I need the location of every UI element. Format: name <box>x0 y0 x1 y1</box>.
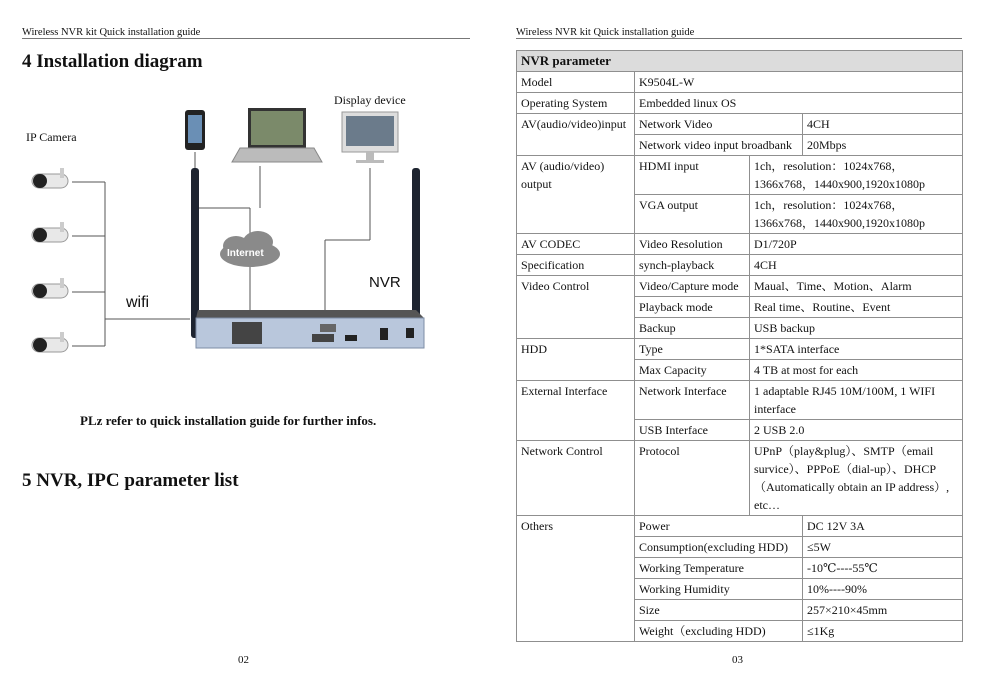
installation-diagram <box>20 88 460 368</box>
table-row <box>517 72 963 93</box>
param-sublabel: HDMI input <box>635 156 750 195</box>
param-label: Model <box>517 72 635 93</box>
param-sublabel: Weight（excluding HDD) <box>635 621 803 642</box>
param-value: DC 12V 3A <box>803 516 963 537</box>
param-value: 1ch，resolution：1024x768，1366x768，1440x900,1920x1080p <box>750 156 963 195</box>
param-sublabel: Type <box>635 339 750 360</box>
wifi-label: wifi <box>126 294 150 311</box>
table-row <box>517 441 963 516</box>
param-value: Real time、Routine、Event <box>750 297 963 318</box>
table-row <box>517 516 963 537</box>
param-label: Specification <box>517 255 635 276</box>
param-value: Embedded linux OS <box>635 93 963 114</box>
param-label: Operating System <box>517 93 635 114</box>
param-sublabel: VGA output <box>635 195 750 234</box>
param-value: UPnP（play&plug）、SMTP（email survice）、PPPoE（dial-up）、DHCP（Automatically obtain an IP address）, etc… <box>750 441 963 516</box>
right-page <box>500 0 1000 674</box>
table-row <box>517 234 963 255</box>
table-row <box>517 93 963 114</box>
param-value: Maual、Time、Motion、Alarm <box>750 276 963 297</box>
param-sublabel: USB Interface <box>635 420 750 441</box>
param-sublabel: Size <box>635 600 803 621</box>
section-heading-parameters: 5 NVR, IPC parameter list <box>22 470 239 491</box>
page-number: 03 <box>732 654 743 666</box>
running-header: Wireless NVR kit Quick installation guide <box>516 27 695 38</box>
param-value: 257×210×45mm <box>803 600 963 621</box>
page-number: 02 <box>238 654 249 666</box>
param-sublabel: Max Capacity <box>635 360 750 381</box>
table-title: NVR parameter <box>517 51 963 72</box>
param-label: AV CODEC <box>517 234 635 255</box>
param-sublabel: Network video input broadbank <box>635 135 803 156</box>
param-value: 20Mbps <box>803 135 963 156</box>
ip-camera-label: IP Camera <box>26 130 77 144</box>
param-sublabel: Working Temperature <box>635 558 803 579</box>
nvr-parameter-table <box>516 50 963 642</box>
table-row <box>517 114 963 135</box>
param-sublabel: Network Video <box>635 114 803 135</box>
param-value: 1*SATA interface <box>750 339 963 360</box>
param-value: K9504L-W <box>635 72 963 93</box>
header-rule <box>22 38 470 39</box>
table-row <box>517 276 963 297</box>
param-value: 4CH <box>803 114 963 135</box>
param-sublabel: Power <box>635 516 803 537</box>
param-value: 2 USB 2.0 <box>750 420 963 441</box>
param-value: ≤5W <box>803 537 963 558</box>
laptop-icon <box>232 108 322 162</box>
param-label: Others <box>517 516 635 642</box>
param-value: ≤1Kg <box>803 621 963 642</box>
param-sublabel: Network Interface <box>635 381 750 420</box>
param-sublabel: Playback mode <box>635 297 750 318</box>
phone-icon <box>185 110 205 150</box>
table-row <box>517 156 963 195</box>
param-sublabel: Protocol <box>635 441 750 516</box>
param-value: 1 adaptable RJ45 10M/100M, 1 WIFI interface <box>750 381 963 420</box>
param-sublabel: Video Resolution <box>635 234 750 255</box>
param-value: USB backup <box>750 318 963 339</box>
param-value: 1ch，resolution：1024x768，1366x768，1440x900,1920x1080p <box>750 195 963 234</box>
ip-camera-icon <box>32 168 68 352</box>
param-label: Network Control <box>517 441 635 516</box>
param-sublabel: synch-playback <box>635 255 750 276</box>
table-row <box>517 255 963 276</box>
param-label: HDD <box>517 339 635 381</box>
param-value: -10℃----55℃ <box>803 558 963 579</box>
param-sublabel: Video/Capture mode <box>635 276 750 297</box>
table-row <box>517 339 963 360</box>
nvr-label: NVR <box>369 274 401 291</box>
param-label: AV (audio/video) output <box>517 156 635 234</box>
param-value: D1/720P <box>750 234 963 255</box>
param-sublabel: Consumption(excluding HDD) <box>635 537 803 558</box>
running-header: Wireless NVR kit Quick installation guide <box>22 27 201 38</box>
monitor-icon <box>342 112 398 163</box>
display-device-label: Display device <box>334 93 406 107</box>
param-sublabel: Working Humidity <box>635 579 803 600</box>
param-sublabel: Backup <box>635 318 750 339</box>
header-rule <box>516 38 962 39</box>
param-label: External Interface <box>517 381 635 441</box>
param-value: 10%----90% <box>803 579 963 600</box>
installation-note: PLz refer to quick installation guide for further infos. <box>80 413 377 428</box>
param-label: Video Control <box>517 276 635 339</box>
table-row <box>517 381 963 420</box>
param-value: 4 TB at most for each <box>750 360 963 381</box>
param-value: 4CH <box>750 255 963 276</box>
section-heading-installation: 4 Installation diagram <box>22 51 203 72</box>
diagram-drawing <box>20 88 460 368</box>
param-label: AV(audio/video)input <box>517 114 635 156</box>
internet-label: Internet <box>227 248 264 259</box>
